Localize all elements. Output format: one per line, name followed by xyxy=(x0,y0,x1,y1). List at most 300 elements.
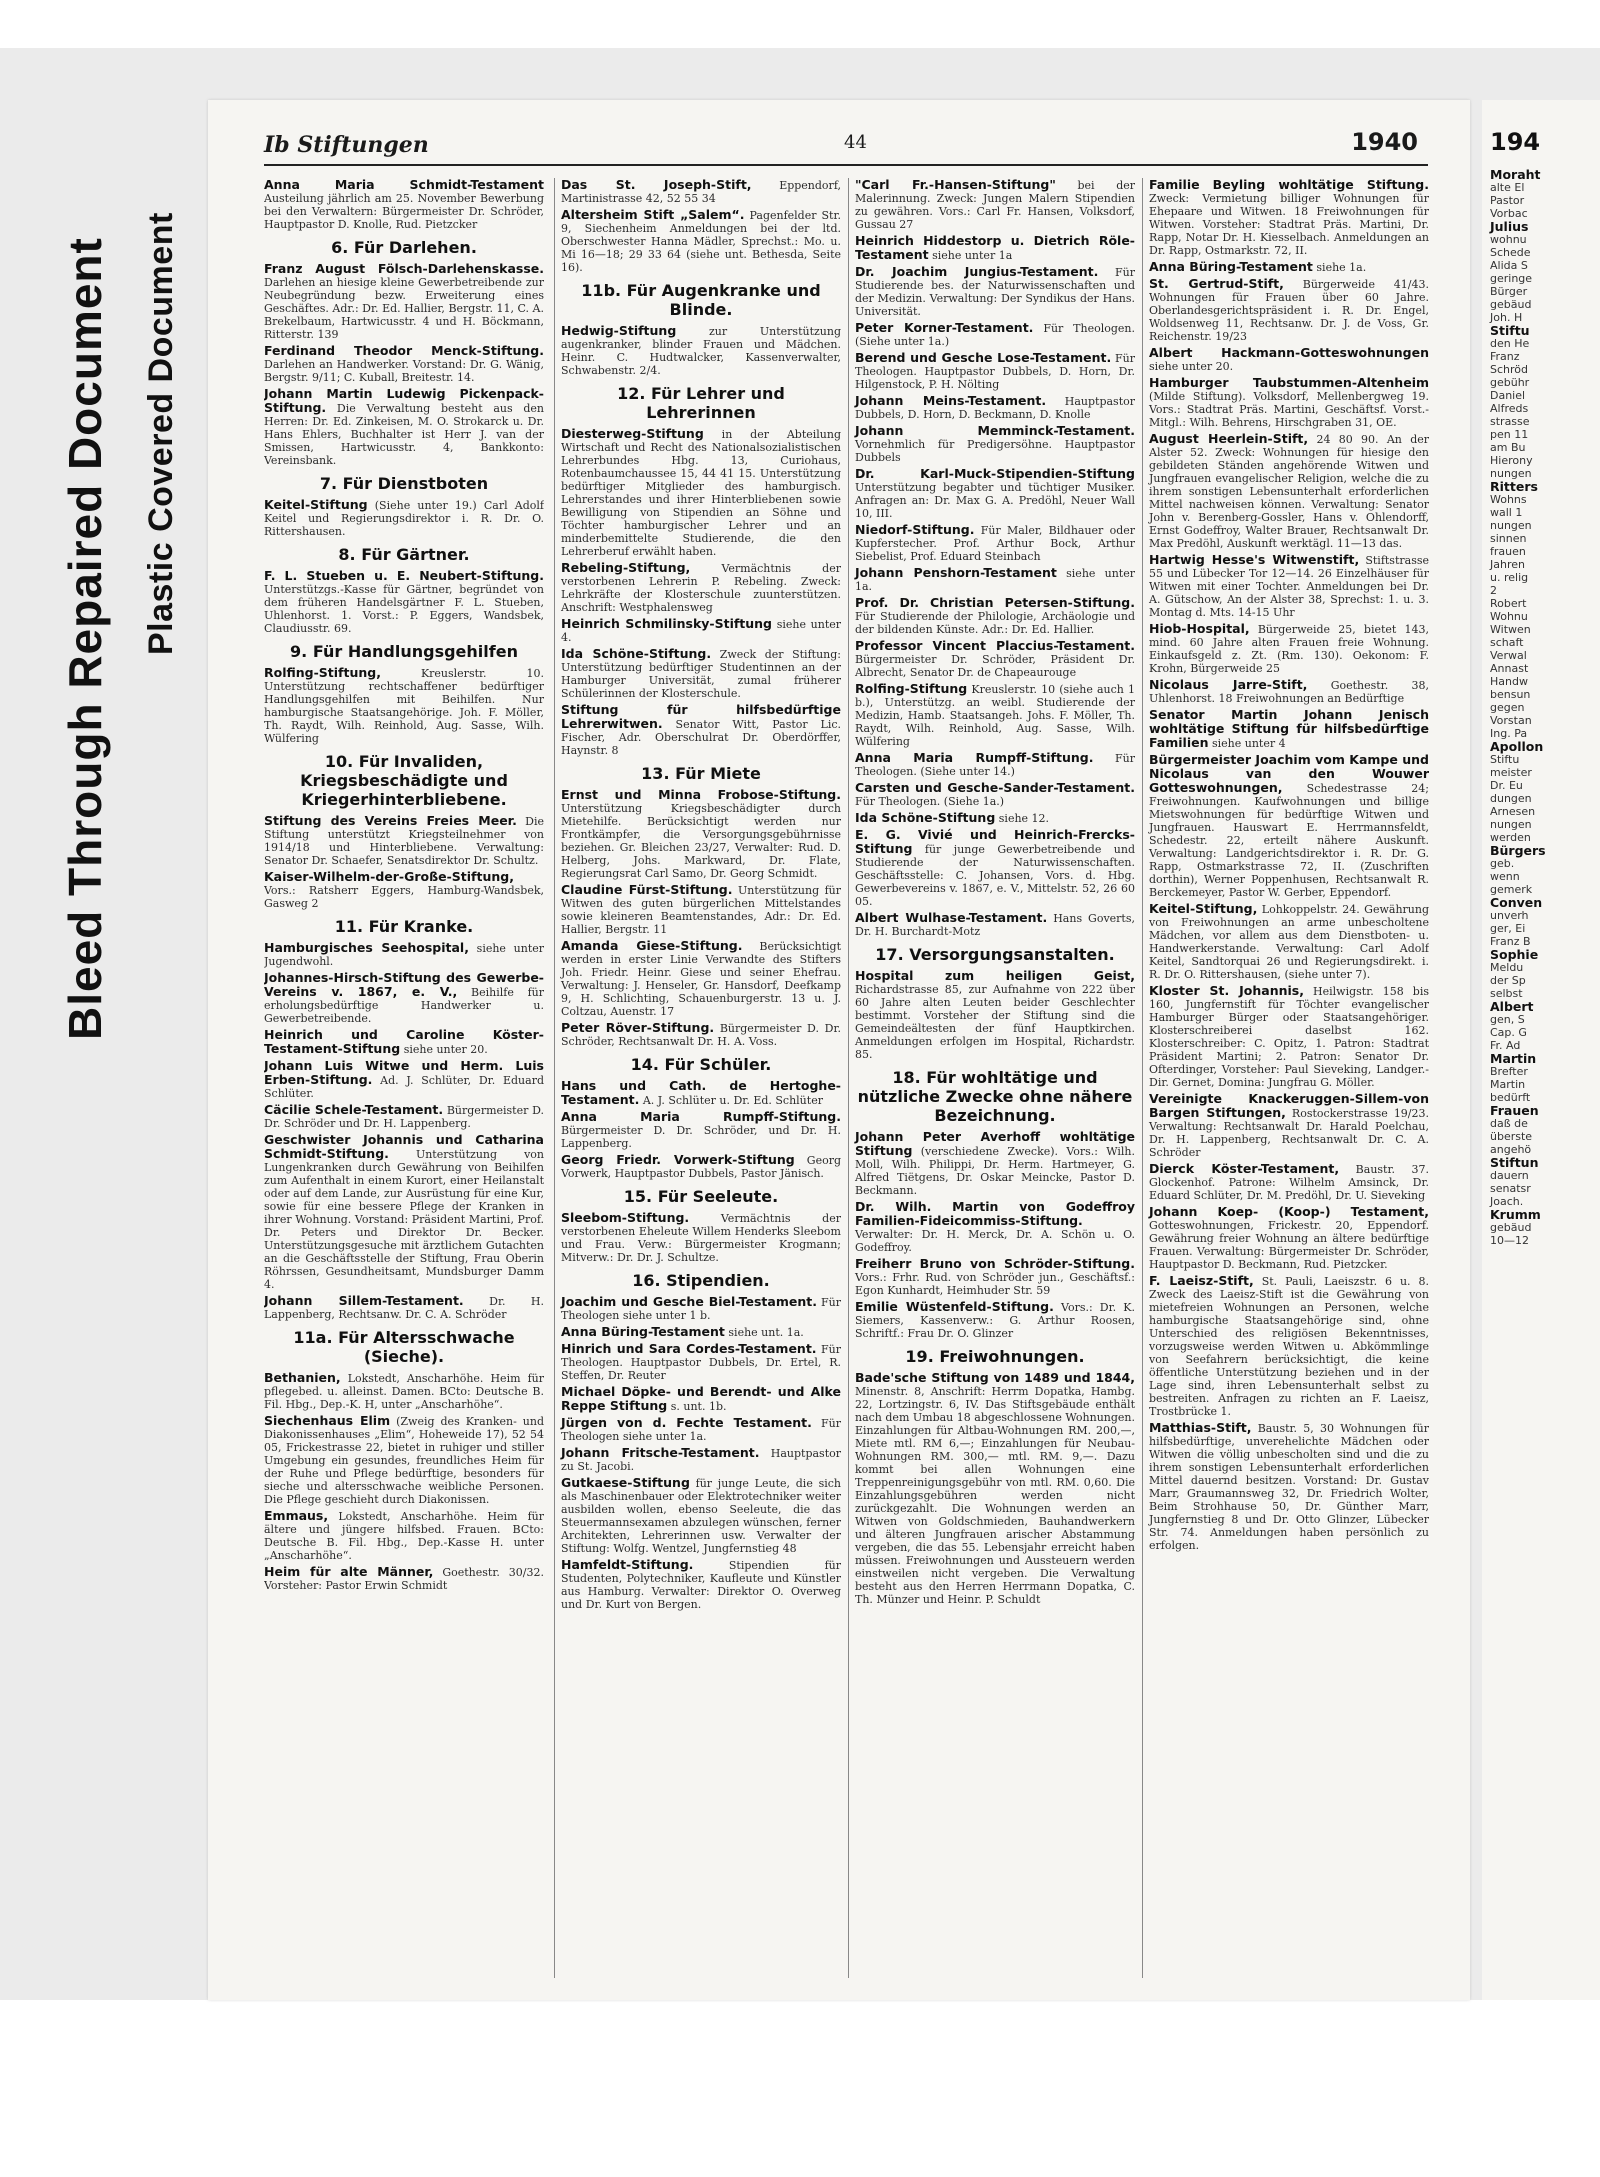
entry-name: Johann Penshorn-Testament xyxy=(855,565,1057,580)
entry-name: Peter Röver-Stiftung. xyxy=(561,1020,715,1035)
entry-text: für junge Leute, die sich als Maschinenbauer oder Elektrotechniker weiter ausbilden wollen, ebenso Seeleute, die das Steuermannsexamen abzulegen wünschen, ferner Architekten, Lehrerinnen usw. Verwalter der Stiftung: Wolfg. Wentzel, Jungfernstieg 48 xyxy=(561,1477,841,1555)
adjacent-page-line: Fr. Ad xyxy=(1490,1039,1521,1052)
entry-text: Darlehen an hiesige kleine Gewerbetreibende zur Neubegründung bezw. Erweiterung eines Geschäftes. Adr.: Dr. Ed. Hallier, Bergstr. 11, C. A. Brekelbaum, Hartwicusstr. 4 und H. Böckmann, Ritterstr. 139 xyxy=(264,276,544,341)
foundation-entry xyxy=(264,1133,544,1291)
section-heading: 14. Für Schüler. xyxy=(630,1055,772,1074)
entry-text: siehe unter 20. xyxy=(403,1043,488,1056)
adjacent-page-line: geb. xyxy=(1490,857,1515,870)
adjacent-page-line: u. relig xyxy=(1490,571,1529,584)
adjacent-page-line: gebäud xyxy=(1490,298,1532,311)
adjacent-page-line: Bürgers xyxy=(1490,843,1546,858)
section-heading: 10. Für Invaliden, Kriegsbeschädigte und Kriegerhinterbliebene. xyxy=(300,752,508,809)
entry-name: Anna Maria Rumpff-Stiftung. xyxy=(561,1109,841,1124)
foundation-entry xyxy=(561,1079,841,1107)
section-heading: 9. Für Handlungsgehilfen xyxy=(290,642,518,661)
adjacent-page-line: Witwen xyxy=(1490,623,1531,636)
adjacent-page-line: Joach. xyxy=(1490,1195,1524,1208)
adjacent-page-line: gebäud xyxy=(1490,1221,1532,1234)
entry-name: Bade'sche Stiftung von 1489 und 1844, xyxy=(855,1370,1135,1385)
foundation-entry xyxy=(855,969,1135,1061)
section-heading: 19. Freiwohnungen. xyxy=(905,1347,1085,1366)
adjacent-page-line: Arnesen xyxy=(1490,805,1536,818)
entry-text: Bürgerweide 41/43. Wohnungen für Frauen über 60 Jahre. Oberlandesgerichtspräsident i. R. Dr. Engel, Woldsenweg 11, Rechtsanw. Dr. J. de Voss, Gr. Reichenstr. 19/23 xyxy=(1149,278,1429,343)
foundation-entry xyxy=(561,1211,841,1264)
section-heading: 8. Für Gärtner. xyxy=(338,545,470,564)
adjacent-page-line: geringe xyxy=(1490,272,1533,285)
foundation-entry xyxy=(855,1371,1135,1606)
entry-text: Kreuslerstr. 10 (siehe auch 1 b.), Unterstützg. an weibl. Studierende der Medizin, Hamb. Staatsangeh. Johs. F. Möller, Th. Raydt, Wilh. Reinhold, Aug. Sasse, Wilh. Wülfering xyxy=(855,683,1135,748)
side-stamp xyxy=(30,80,200,1040)
foundation-entry xyxy=(561,178,841,205)
adjacent-page-line: Apollon xyxy=(1490,739,1544,754)
entry-text: Vors.: Frhr. Rud. von Schröder jun., Geschäftsf.: Egon Kunhardt, Heimhuder Str. 59 xyxy=(855,1271,1135,1297)
entry-text: Verwalter: Dr. H. Merck, Dr. A. Schön u. O. Godeffroy. xyxy=(855,1228,1135,1254)
adjacent-page-line: ger, Ei xyxy=(1490,922,1526,935)
entry-name: Das St. Joseph-Stift, xyxy=(561,178,752,192)
adjacent-page-line: den He xyxy=(1490,337,1530,350)
entry-name: Albert Wulhase-Testament. xyxy=(855,910,1048,925)
adjacent-page-fragment xyxy=(1482,100,1600,2000)
entry-text: Dr. H. Lappenberg, Rechtsanw. Dr. C. A. Schröder xyxy=(264,1295,544,1321)
adjacent-page-line: bensun xyxy=(1490,688,1531,701)
entry-name: Professor Vincent Placcius-Testament. xyxy=(855,638,1135,653)
entry-text: Für Maler, Bildhauer oder Kupferstecher. Prof. Arthur Bock, Arthur Siebelist, Prof. Eduard Steinbach xyxy=(855,524,1135,563)
entry-name: Matthias-Stift, xyxy=(1149,1420,1252,1435)
adjacent-page-line: gebühr xyxy=(1490,376,1530,389)
foundation-entry xyxy=(264,1414,544,1506)
entry-name: Anna Büring-Testament xyxy=(561,1324,725,1339)
entry-name: Emmaus, xyxy=(264,1508,329,1523)
entry-name: Diesterweg-Stiftung xyxy=(561,426,704,441)
entry-text: Die Verwaltung besteht aus den Herren: Dr. Ed. Zinkeisen, M. O. Strokarck u. Dr. Hans Ehlers, Buchhalter ist Herr J. van der Smissen, Hartwicusstr. 4, Bankkonto: Vereinsbank. xyxy=(264,402,544,467)
entry-text: Richardstrasse 85, zur Aufnahme von 222 über 60 Jahre alten Leuten beider Geschlechter bestimmt. Vorsteher der Stiftung sind die Gemeindeältesten der fünf Hauptkirchen. Anmeldungen erfolgen im Hospital, Richardstr. 85. xyxy=(855,983,1135,1061)
entry-name: St. Gertrud-Stift, xyxy=(1149,276,1284,291)
text-column-3 xyxy=(848,178,1135,1978)
adjacent-page-line: wenn xyxy=(1490,870,1520,883)
entry-text: Die Stiftung unterstützt Kriegsteilnehmer von 1914/18 und Hinterbliebene. Verwaltung: Senator Dr. Schaefer, Senatsdirektor Dr. Schultz. xyxy=(264,815,544,867)
foundation-entry xyxy=(561,1325,841,1339)
entry-name: Heinrich Schmilinsky-Stiftung xyxy=(561,616,773,631)
entry-name: Berend und Gesche Lose-Testament. xyxy=(855,350,1112,365)
text-column-2 xyxy=(554,178,841,1978)
adjacent-page-line: Pastor xyxy=(1490,194,1525,207)
entry-name: Anna Maria Schmidt-Testament xyxy=(264,178,544,192)
entry-name: Peter Korner-Testament. xyxy=(855,320,1034,335)
entry-name: Johann Peter Averhoff wohltätige Stiftung xyxy=(855,1129,1135,1158)
foundation-entry xyxy=(855,394,1135,421)
entry-text: (verschiedene Zwecke). Vors.: Wilh. Moll, Wilh. Philippi, Dr. Herm. Hartmeyer, G. Alfred Tiëtgens, Dr. Oskar Meincke, Pastor D. Beckmann. xyxy=(855,1145,1135,1197)
entry-name: Senator Martin Johann Jenisch wohltätige Stiftung für hilfsbedürftige Familien xyxy=(1149,707,1429,750)
adjacent-page-line: Daniel xyxy=(1490,389,1526,402)
entry-text: Stipendien für Studenten, Polytechniker, Kaufleute und Künstler aus Hamburg. Verwalter: Direktor O. Overweg und Dr. Kurt von Bergen. xyxy=(561,1559,841,1611)
entry-text: Lokstedt, Anscharhöhe. Heim für ältere und jüngere hilfsbed. Frauen. BCto: Deutsche B. Fil. Hbg., Dep.-Kasse H. unter „Anscharhöhe“. xyxy=(264,1510,544,1562)
adjacent-page-line: nungen xyxy=(1490,519,1532,532)
foundation-entry xyxy=(855,1257,1135,1297)
entry-text: Zweck: Vermietung billiger Wohnungen für Ehepaare und Witwen. 18 Freiwohnungen für Witwen. Vorsteher: Stadtrat Präs. Martini, Dr. Rapp, Notar Dr. H. Kiesselbach. Anmeldungen an Dr. Rapp, Ostmarkstr. 72, II. xyxy=(1149,192,1429,257)
foundation-entry xyxy=(561,617,841,644)
entry-name: Nicolaus Jarre-Stift, xyxy=(1149,677,1308,692)
adjacent-page-line: Brefter xyxy=(1490,1065,1528,1078)
adjacent-page-line: Ing. Pa xyxy=(1490,727,1528,740)
adjacent-page-line: Meldu xyxy=(1490,961,1524,974)
entry-text: in der Abteilung Wirtschaft und Recht des Nationalsozialistischen Lehrerbundes Hbg. 13, Curiohaus, Rotenbaumchaussee 15, 44 41 15. Unterstützung bedürftiger Mitglieder des hamburgisch. Lehrerstandes und ihrer Hinterbliebenen sowie Bewilligung von Stipendien an Söhne und Töchter hamburgischer Lehrer und an minderbemittelte Studierende, die den Lehrerberuf erwählt haben. xyxy=(561,428,841,558)
foundation-entry xyxy=(561,1021,841,1048)
foundation-entry xyxy=(1149,902,1429,981)
entry-name: Kaiser-Wilhelm-der-Große-Stiftung, xyxy=(264,869,514,884)
adjacent-page-line: Stiftu xyxy=(1490,753,1520,766)
adjacent-page-line: Alida S xyxy=(1490,259,1528,272)
foundation-entry xyxy=(855,321,1135,348)
text-column-1 xyxy=(264,178,544,1978)
entry-text: Baustr. 5, 30 Wohnungen für hilfsbedürftige, unverehelichte Mädchen oder Witwen die völlig unbescholten sind und die zu ihrem sonstigen Lebensunterhalt erforderlichen Mittel dauernd besitzen. Vorstand: Dr. Gustav Marr, Graumannsweg 32, Dr. Friedrich Wolter, Beim Strohhause 50, Dr. Günther Marr, Jungfernstieg 8 und Dr. Otto Glinzer, Lübecker Str. 74. Anmeldungen haben persönlich zu erfolgen. xyxy=(1149,1422,1429,1552)
adjacent-page-line: sinnen xyxy=(1490,532,1527,545)
adjacent-page-line: Franz xyxy=(1490,350,1520,363)
entry-text: bei der Malerinnung. Zweck: Jungen Malern Stipendien zu gewähren. Vors.: Carl Fr. Hansen, Volksdorf, Gussau 27 xyxy=(855,179,1135,231)
entry-name: E. G. Vivié und Heinrich-Frercks-Stiftung xyxy=(855,827,1135,856)
entry-name: Heim für alte Männer, xyxy=(264,1564,434,1579)
adjacent-page-line: Annast xyxy=(1490,662,1529,675)
entry-name: Hiob-Hospital, xyxy=(1149,621,1250,636)
foundation-entry xyxy=(264,1059,544,1100)
entry-name: Hinrich und Sara Cordes-Testament. xyxy=(561,1341,817,1356)
entry-text: Pagenfelder Str. 9, Siechenheim Anmeldungen bei der ltd. Oberschwester Hanna Mädler, Sprechst.: Mo. u. Mi 16—18; 29 33 64 (siehe unt. Bethesda, Seite 16). xyxy=(561,209,841,274)
adjacent-page-line: überste xyxy=(1490,1130,1533,1143)
foundation-entry xyxy=(1149,622,1429,675)
entry-name: Johannes-Hirsch-Stiftung des Gewerbe-Vereins v. 1867, e. V., xyxy=(264,970,544,999)
foundation-entry xyxy=(264,1509,544,1562)
entry-text: Georg Vorwerk, Hauptpastor Dubbels, Pastor Jänisch. xyxy=(561,1154,841,1180)
entry-name: Rebeling-Stiftung, xyxy=(561,560,691,575)
entry-name: Dierck Köster-Testament, xyxy=(1149,1161,1340,1176)
foundation-entry xyxy=(1149,678,1429,705)
entry-name: Familie Beyling wohltätige Stiftung. xyxy=(1149,178,1429,192)
foundation-entry xyxy=(855,467,1135,520)
entry-text: Bürgermeister D. Dr. Schröder, Rechtsanwalt Dr. H. A. Voss. xyxy=(561,1022,841,1048)
entry-text: Hans Goverts, Dr. H. Burchardt-Motz xyxy=(855,912,1135,938)
entry-name: Hartwig Hesse's Witwenstift, xyxy=(1149,552,1360,567)
adjacent-page-line: der Sp xyxy=(1490,974,1526,987)
entry-text: Schedestrasse 24; Freiwohnungen. Kaufwohnungen und billige Mietswohnungen für bedürftige Witwen und Jungfrauen. Hauswart E. Herrmannsfeldt, Schedestr. 22, erteilt nähere Auskunft. Verwaltung: Landgerichtsdirektor i. R. Dr. G. Rapp, Ostmarkstrasse 72, II. (Zuschriften dorthin), Werner Poppenhusen, Rechtsanwalt R. Berckemeyer, Pastor W. Gerber, Eppendorf. xyxy=(1149,782,1429,899)
foundation-entry xyxy=(855,1130,1135,1197)
section-heading: 7. Für Dienstboten xyxy=(319,474,489,493)
adjacent-page-line: Hierony xyxy=(1490,454,1533,467)
adjacent-page-line: gen, S xyxy=(1490,1013,1525,1026)
foundation-entry xyxy=(561,427,841,558)
entry-name: Gutkaese-Stiftung xyxy=(561,1475,690,1490)
foundation-entry xyxy=(1149,1421,1429,1552)
adjacent-page-line: Joh. H xyxy=(1490,311,1523,324)
entry-text: Bürgermeister D. Dr. Schröder, und Dr. H. Lappenberg. xyxy=(561,1124,841,1150)
entry-name: Johann Fritsche-Testament. xyxy=(561,1445,760,1460)
adjacent-page-line: Moraht xyxy=(1490,167,1541,182)
page-number: 44 xyxy=(844,132,867,153)
foundation-entry xyxy=(1149,260,1429,274)
entry-text: Berücksichtigt werden in erster Linie Verwandte des Stifters Joh. Friedr. Heinr. Giese und seiner Ehefrau. Verwaltung: J. Henseler, Gr. Hansdorf, Deefkamp 9, H. Schlichting, Schauenburgerstr. 13 u. J. Coltzau, Auenstr. 17 xyxy=(561,940,841,1018)
section-title: Ib Stiftungen xyxy=(264,132,429,158)
entry-text: Für Theologen. (Siehe unter 14.) xyxy=(855,752,1135,778)
entry-name: Rolfing-Stiftung, xyxy=(264,665,381,680)
entry-text: zur Unterstützung augenkranker, blinder Frauen und Mädchen. Heinr. C. Hudtwalcker, Kassenverwalter, Schwabenstr. 2/4. xyxy=(561,325,841,377)
entry-text: Rostockerstrasse 19/23. Verwaltung: Rechtsanwalt Dr. Harald Poelchau, Dr. H. Lappenberg, Rechtsanwalt Dr. C. A. Schröder xyxy=(1149,1107,1429,1159)
entry-text: Goethestr. 38, Uhlenhorst. 18 Freiwohnungen an Bedürftige xyxy=(1149,679,1429,705)
foundation-entry xyxy=(264,178,544,231)
entry-text: Darlehen an Handwerker. Vorstand: Dr. G. Wänig, Bergstr. 9/11; C. Kuball, Breitestr. 14. xyxy=(264,358,544,384)
entry-text: Hauptpastor Dubbels, D. Horn, D. Beckmann, D. Knolle xyxy=(855,395,1135,421)
adjacent-page-line: Franz B xyxy=(1490,935,1531,948)
foundation-entry xyxy=(1149,753,1429,899)
foundation-entry xyxy=(1149,1274,1429,1418)
entry-name: Albert Hackmann-Gotteswohnungen xyxy=(1149,345,1429,360)
entry-name: Dr. Wilh. Martin von Godeffroy Familien-Fideicommiss-Stiftung. xyxy=(855,1199,1135,1228)
foundation-entry xyxy=(264,814,544,867)
adjacent-page-line: 10—12 xyxy=(1490,1234,1529,1247)
entry-text: Vors.: Dr. K. Siemers, Kassenverw.: G. Arthur Roosen, Schriftf.: Frau Dr. O. Glinzer xyxy=(855,1301,1135,1340)
foundation-entry xyxy=(855,1200,1135,1254)
entry-name: Rolfing-Stiftung xyxy=(855,681,968,696)
section-heading: 15. Für Seeleute. xyxy=(623,1187,779,1206)
entry-text: Senator Witt, Pastor Lic. Fischer, Adr. Oberschulrat Dr. Oberdörffer, Haynstr. 8 xyxy=(561,718,841,757)
adjacent-page-line: Vorbac xyxy=(1490,207,1528,220)
entry-text: Stiftstrasse 55 und Lübecker Tor 12—14. 26 Einzelhäuser für Witwen mit einer Tochter. Anmeldungen bei Dr. A. Gütschow, An der Alster 38, Sprechst: 1. u. 3. Montag d. Mts. 14-15 Uhr xyxy=(1149,554,1429,619)
adjacent-page-line: gemerk xyxy=(1490,883,1533,896)
foundation-entry xyxy=(855,828,1135,908)
foundation-entry xyxy=(1149,553,1429,619)
adjacent-page-line: Ritters xyxy=(1490,479,1538,494)
adjacent-page-line: daß de xyxy=(1490,1117,1528,1130)
foundation-entry xyxy=(855,424,1135,464)
foundation-entry xyxy=(855,234,1135,262)
entry-text: (Milde Stiftung). Volksdorf, Mellenbergweg 19. Vors.: Stadtrat Präs. Martini, Geschäftsf. Vorst.-Mitgl.: Wilh. Behrens, Hirschgraben 31, OE. xyxy=(1149,390,1429,429)
foundation-entry xyxy=(855,351,1135,391)
entry-name: Kloster St. Johannis, xyxy=(1149,983,1304,998)
foundation-entry xyxy=(855,682,1135,748)
entry-text: Ad. J. Schlüter, Dr. Eduard Schlüter. xyxy=(264,1074,544,1100)
adjacent-page-line: Stiftun xyxy=(1490,1155,1539,1170)
foundation-entry xyxy=(264,666,544,745)
foundation-entry xyxy=(561,1558,841,1611)
entry-text: A. J. Schlüter u. Dr. Ed. Schlüter xyxy=(642,1094,823,1107)
foundation-entry xyxy=(1149,708,1429,750)
entry-text: siehe unt. 1a. xyxy=(728,1326,804,1339)
adjacent-page-line: Cap. G xyxy=(1490,1026,1527,1039)
entry-text: Bürgermeister Dr. Schröder, Präsident Dr. Albrecht, Senator Dr. de Chapeaurouge xyxy=(855,653,1135,679)
adjacent-page-line: selbst xyxy=(1490,987,1523,1000)
entry-name: "Carl Fr.-Hansen-Stiftung" xyxy=(855,178,1056,192)
foundation-entry xyxy=(264,1103,544,1130)
entry-name: Ida Schöne-Stiftung xyxy=(855,810,996,825)
adjacent-page-line: Martin xyxy=(1490,1078,1526,1091)
adjacent-page-line: Martin xyxy=(1490,1051,1537,1066)
entry-text: Lohkoppelstr. 24. Gewährung von Freiwohnungen an arme unbescholtene Mädchen, vor allem aus dem Dienstboten- u. Handwerkerstande. Verwaltung: Carl Adolf Keitel, Sandtorquai 26 und Regierungsdirekt. i. R. Dr. O. Rittershausen, (siehe unter 7). xyxy=(1149,903,1429,981)
entry-name: Johann Martin Ludewig Pickenpack-Stiftung. xyxy=(264,386,544,415)
adjacent-page-line: Julius xyxy=(1490,219,1529,234)
entry-name: Franz August Fölsch-Darlehenskasse. xyxy=(264,261,544,276)
foundation-entry xyxy=(1149,277,1429,343)
foundation-entry xyxy=(264,971,544,1025)
entry-text: Für Studierende bes. der Naturwissenschaften und der Medizin. Verwaltung: Der Syndikus der Hans. Universität. xyxy=(855,266,1135,318)
entry-text: Heilwigstr. 158 bis 160, Jungfernstift für Töchter evangelischer Hamburger Bürger oder Staatsangehöriger. Klosterschreiberei daselbst 162. Klosterschreiber: C. Opitz, 1. Patron: Stadtrat Präsident Martini; 2. Patron: Senator Dr. Ofterdinger, Vorsteher: Paul Sieveking, Landger.-Dir. Gernet, Domina: Jungfrau G. Möller. xyxy=(1149,985,1429,1089)
entry-name: Hospital zum heiligen Geist, xyxy=(855,968,1135,983)
foundation-entry xyxy=(855,639,1135,679)
entry-text: Für Theologen. (Siehe unter 1a.) xyxy=(855,322,1135,348)
foundation-entry xyxy=(1149,1205,1429,1271)
foundation-entry xyxy=(264,1565,544,1592)
section-heading: 18. Für wohltätige und nützliche Zwecke ohne nähere Bezeichnung. xyxy=(857,1068,1133,1125)
entry-name: Siechenhaus Elim xyxy=(264,1413,391,1428)
foundation-entry xyxy=(855,1300,1135,1340)
foundation-entry xyxy=(264,1028,544,1056)
entry-name: Ferdinand Theodor Menck-Stiftung. xyxy=(264,343,544,358)
foundation-entry xyxy=(561,647,841,700)
section-heading: 12. Für Lehrer und Lehrerinnen xyxy=(617,384,785,422)
entry-name: Johann Sillem-Testament. xyxy=(264,1293,464,1308)
adjacent-page-line: senatsr xyxy=(1490,1182,1531,1195)
foundation-entry xyxy=(1149,376,1429,429)
entry-text: Vornehmlich für Predigersöhne. Hauptpastor Dubbels xyxy=(855,438,1135,464)
foundation-entry xyxy=(1149,1162,1429,1202)
entry-text: für junge Gewerbetreibende und Studierende der Naturwissenschaften. Geschäftsstelle: C. Johansen, Vors. d. Hbg. Gewerbevereins v. 1867, e. V., Mittelstr. 52, 26 60 05. xyxy=(855,843,1135,908)
entry-name: Anna Büring-Testament xyxy=(1149,259,1313,274)
entry-text: Lokstedt, Anscharhöhe. Heim für pflegebed. u. alleinst. Damen. BCto: Deutsche B. Fil. Hbg., Dep.-K. H, unter „Anscharhöhe“. xyxy=(264,1372,544,1411)
entry-name: Amanda Giese-Stiftung. xyxy=(561,938,743,953)
entry-text: St. Pauli, Laeiszstr. 6 u. 8. Zweck des Laeisz-Stift ist die Gewährung von mietefreien Wohnungen an Personen, welche hamburgische Staatsangehörige sind, ohne Unterschied des religiösen Bekenntnisses, vorzugsweise werden Witwen u. Abkömmlinge von Seefahrern berücksichtigt, die keine öffentliche Unterstützung beziehen und in der Lage sind, ihren Lebensunterhalt selbst zu bestreiten. Anfragen zu richten an F. Laeisz, Trostbrücke 1. xyxy=(1149,1275,1429,1418)
adjacent-page-line: gegen xyxy=(1490,701,1525,714)
entry-text: siehe unter 4. xyxy=(561,618,841,644)
foundation-entry xyxy=(1149,346,1429,373)
adjacent-page-line: Handw xyxy=(1490,675,1528,688)
foundation-entry xyxy=(561,324,841,377)
entry-text: Unterstützung begabter und tüchtiger Musiker. Anfragen an: Dr. Max G. A. Predöhl, Neuer Wall 10, III. xyxy=(855,481,1135,520)
foundation-entry xyxy=(1149,1092,1429,1159)
adjacent-page-line: Bürger xyxy=(1490,285,1528,298)
entry-text: 24 80 90. An der Alster 52. Zweck: Wohnungen für hiesige den gebildeten Ständen angehörende Witwen und Jungfrauen evangelischer Religion, welche die zu ihrem sonstigen Lebensunterhalt erforderlichen Mittel nachweisen können. Verwaltung: Senator John v. Berenberg-Gossler, Hans v. Ohlendorff, Ernst Godeffroy, Walter Brauer, Rechtsanwalt Dr. Max Predöhl, Auskunft werktägl. 11—13 das. xyxy=(1149,433,1429,550)
entry-text: Hauptpastor zu St. Jacobi. xyxy=(561,1447,841,1473)
adjacent-page-line: Verwal xyxy=(1490,649,1527,662)
adjacent-page-line: Albert xyxy=(1490,999,1534,1014)
adjacent-page-line: Conven xyxy=(1490,895,1543,910)
foundation-entry xyxy=(561,208,841,274)
entry-text: Für Theologen. (Siehe 1a.) xyxy=(855,795,1005,808)
entry-name: Cäcilie Schele-Testament. xyxy=(264,1102,444,1117)
entry-name: Anna Maria Rumpff-Stiftung. xyxy=(855,750,1094,765)
entry-name: Niedorf-Stiftung. xyxy=(855,522,975,537)
entry-name: Keitel-Stiftung xyxy=(264,497,368,512)
entry-name: F. Laeisz-Stift, xyxy=(1149,1273,1254,1288)
foundation-entry xyxy=(855,811,1135,825)
adjacent-page-line: Stiftu xyxy=(1490,323,1530,338)
entry-name: Johann Meins-Testament. xyxy=(855,393,1047,408)
entry-text: siehe unter 4 xyxy=(1212,737,1286,750)
entry-text: (Zweig des Kranken- und Diakonissenhauses „Elim“, Hoheweide 17), 52 54 05, Frickestrasse 22, bietet in ruhiger und stiller Umgebung ein gesundes, freundliches Heim für der Ruhe und Pflege bedürftige, besonders für sieche und altersschwache weibliche Personen. Die Pflege geschieht durch Diakonissen. xyxy=(264,1415,544,1506)
entry-name: Johann Koep- (Koop-) Testament, xyxy=(1149,1204,1429,1219)
section-heading: 6. Für Darlehen. xyxy=(331,238,477,257)
entry-name: Georg Friedr. Vorwerk-Stiftung xyxy=(561,1152,795,1167)
entry-name: Emilie Wüstenfeld-Stiftung. xyxy=(855,1299,1054,1314)
entry-text: Vors.: Ratsherr Eggers, Hamburg-Wandsbek, Gasweg 2 xyxy=(264,884,544,910)
adjacent-page-line: angehö xyxy=(1490,1143,1532,1156)
entry-name: Bürgermeister Joachim vom Kampe und Nicolaus van den Wouwer Gotteswohnungen, xyxy=(1149,752,1429,795)
foundation-entry xyxy=(855,566,1135,593)
entry-name: Hamburgisches Seehospital, xyxy=(264,940,469,955)
entry-name: Michael Döpke- und Berendt- und Alke Reppe Stiftung xyxy=(561,1384,841,1413)
entry-text: Minenstr. 8, Anschrift: Herrm Dopatka, Hambg. 22, Lortzingstr. 6, IV. Das Stiftsgebäude enthält nach dem Umbau 18 abgeschlossene Wohnungen. Einzahlungen für Altbau-Wohnungen RM. 200,—, Miete mtl. RM 6,—; Einzahlungen für Neubau-Wohnungen RM. 300,— mtl. RM. 9,—. Dazu kommt bei allen Wohnungen eine Treppenreinigungsgebühr von mtl. RM. 0,60. Die Einzahlungsgebühren werden nicht zurückgezahlt. Die Wohnungen werden an Witwen von Goldschmieden, Bauhandwerkern und älteren Jungfrauen arischer Abstammung vergeben, die das 55. Lebensjahr erreicht haben müssen. Freiwohnungen und Aussteuern werden einstweilen nicht vergeben. Die Verwaltung besteht aus den Herren Herrmann Dopatka, C. Th. Münzer und Heinr. P. Schuldt xyxy=(855,1385,1135,1606)
adjacent-page-lines xyxy=(1482,168,1600,1247)
entry-name: Stiftung des Vereins Freies Meer. xyxy=(264,813,517,828)
entry-text: Bürgerweide 25, bietet 143, mind. 60 Jahre alten Frauen freie Wohnung. Einkaufsgeld z. Zt. (Rm. 130). Oekonom: F. Krohn, Bürgerweide 25 xyxy=(1149,623,1429,675)
adjacent-page-line: unverh xyxy=(1490,909,1529,922)
entry-name: Freiherr Bruno von Schröder-Stiftung. xyxy=(855,1256,1135,1271)
entry-name: Johann Luis Witwe und Herm. Luis Erben-Stiftung. xyxy=(264,1058,544,1087)
adjacent-page-line: pen 11 xyxy=(1490,428,1529,441)
foundation-entry xyxy=(561,1295,841,1322)
entry-name: Jürgen von d. Fechte Testament. xyxy=(561,1415,812,1430)
entry-text: Für Theologen. Hauptpastor Dubbels, D. Horn, Dr. Hilgenstock, P. H. Nölting xyxy=(855,352,1135,391)
adjacent-page-line: schaft xyxy=(1490,636,1524,649)
entry-name: Stiftung für hilfsbedürftige Lehrerwitwen. xyxy=(561,702,841,731)
entry-name: Bethanien, xyxy=(264,1370,341,1385)
foundation-entry xyxy=(561,1446,841,1473)
entry-text: Bürgermeister D. Dr. Schröder und Dr. H. Lappenberg. xyxy=(264,1104,544,1130)
entry-name: Prof. Dr. Christian Petersen-Stiftung. xyxy=(855,595,1135,610)
entry-name: Heinrich Hiddestorp u. Dietrich Röle-Testament xyxy=(855,233,1135,262)
adjacent-page-line: wohnu xyxy=(1490,233,1527,246)
entry-name: Hedwig-Stiftung xyxy=(561,323,677,338)
entry-text: Vermächtnis der verstorbenen Lehrerin P. Rebeling. Zweck: Lehrkräfte der Klosterschule zuunterstützen. Anschrift: Westphalensweg xyxy=(561,562,841,614)
entry-name: Vereinigte Knackeruggen-Sillem-von Bargen Stiftungen, xyxy=(1149,1091,1429,1120)
foundation-entry xyxy=(561,788,841,880)
adjacent-page-year: 194 xyxy=(1490,128,1541,156)
entry-text: Gotteswohnungen, Frickestr. 20, Eppendorf. Gewährung freier Wohnung an ältere bedürftige Frauen. Verwaltung: Bürgermeister Dr. Schröder, Hauptpastor D. Beckmann, Rud. Pietzcker. xyxy=(1149,1219,1429,1271)
foundation-entry xyxy=(561,703,841,757)
entry-text: Unterstützgs.-Kasse für Gärtner, begründet von dem früheren Handelsgärtner F. L. Stueben, Uhlenhorst. 1. Vorst.: P. Eggers, Wandsbek, Claudiusstr. 69. xyxy=(264,583,544,635)
entry-text: siehe unter 1a. xyxy=(855,567,1135,593)
adjacent-page-line: frauen xyxy=(1490,545,1526,558)
entry-text: siehe unter 20. xyxy=(1149,360,1234,373)
entry-text: siehe 12. xyxy=(998,812,1050,825)
foundation-entry xyxy=(264,262,544,341)
entry-text: siehe 1a. xyxy=(1316,261,1367,274)
entry-text: Unterstützung von Lungenkranken durch Gewährung von Beihilfen zum Aufenthalt in einem Kurort, einer Heilanstalt oder auf dem Lande, zur Ausrüstung für eine Kur, sowie für eine bessere Pflege der Kranken in ihrer Wohnung. Vorstand: Präsident Martini, Prof. Dr. Peters und Direktor Dr. Becker. Unterstützungsgesuche mit ärztlichem Gutachten an die Geschäftsstelle der Stiftung, Frau Oberin Röhrssen, Gesundheitsamt, Mundsburger Damm 4. xyxy=(264,1148,544,1291)
entry-name: Dr. Karl-Muck-Stipendien-Stiftung xyxy=(855,466,1135,481)
foundation-entry xyxy=(1149,984,1429,1089)
foundation-entry xyxy=(264,498,544,538)
foundation-entry xyxy=(561,561,841,614)
entry-text: Kreuslerstr. 10. Unterstützung rechtschaffener bedürftiger Handlungsgehilfen mit Beihilfen. Nur hamburgische Staatsangehörige. Joh. F. Möller, Th. Raydt, Wilh. Reinhold, Aug. Sasse, Wilh. Wülfering xyxy=(264,667,544,745)
adjacent-page-line: Robert xyxy=(1490,597,1527,610)
foundation-entry xyxy=(264,1371,544,1411)
year: 1940 xyxy=(1351,128,1418,156)
adjacent-page-line: Wohns xyxy=(1490,493,1527,506)
foundation-entry xyxy=(855,596,1135,636)
adjacent-page-line: alte El xyxy=(1490,181,1525,194)
foundation-entry xyxy=(561,939,841,1018)
foundation-entry xyxy=(264,569,544,635)
foundation-entry xyxy=(264,941,544,968)
entry-text: Goethestr. 30/32. Vorsteher: Pastor Erwin Schmidt xyxy=(264,1566,544,1592)
entry-text: Zweck der Stiftung: Unterstützung bedürftiger Studentinnen an der Hamburger Universität, zumal früherer Schülerinnen der Klosterschule. xyxy=(561,648,841,700)
adjacent-page-line: wall 1 xyxy=(1490,506,1523,519)
entry-name: Hamburger Taubstummen-Altenheim xyxy=(1149,375,1429,390)
foundation-entry xyxy=(1149,178,1429,257)
foundation-entry xyxy=(561,1342,841,1382)
entry-text: Für Theologen. Hauptpastor Dubbels, Dr. Ertel, R. Steffen, Dr. Reuter xyxy=(561,1343,841,1382)
entry-text: Für Theologen siehe unter 1 b. xyxy=(561,1296,841,1322)
foundation-entry xyxy=(855,178,1135,231)
entry-text: Eppendorf, Martinistrasse 42, 52 55 34 xyxy=(561,179,841,205)
foundation-entry xyxy=(855,781,1135,808)
entry-name: Geschwister Johannis und Catharina Schmidt-Stiftung. xyxy=(264,1132,544,1161)
entry-text: Beihilfe für erholungsbedürftige Handwerker u. Gewerbetreibende. xyxy=(264,986,544,1025)
